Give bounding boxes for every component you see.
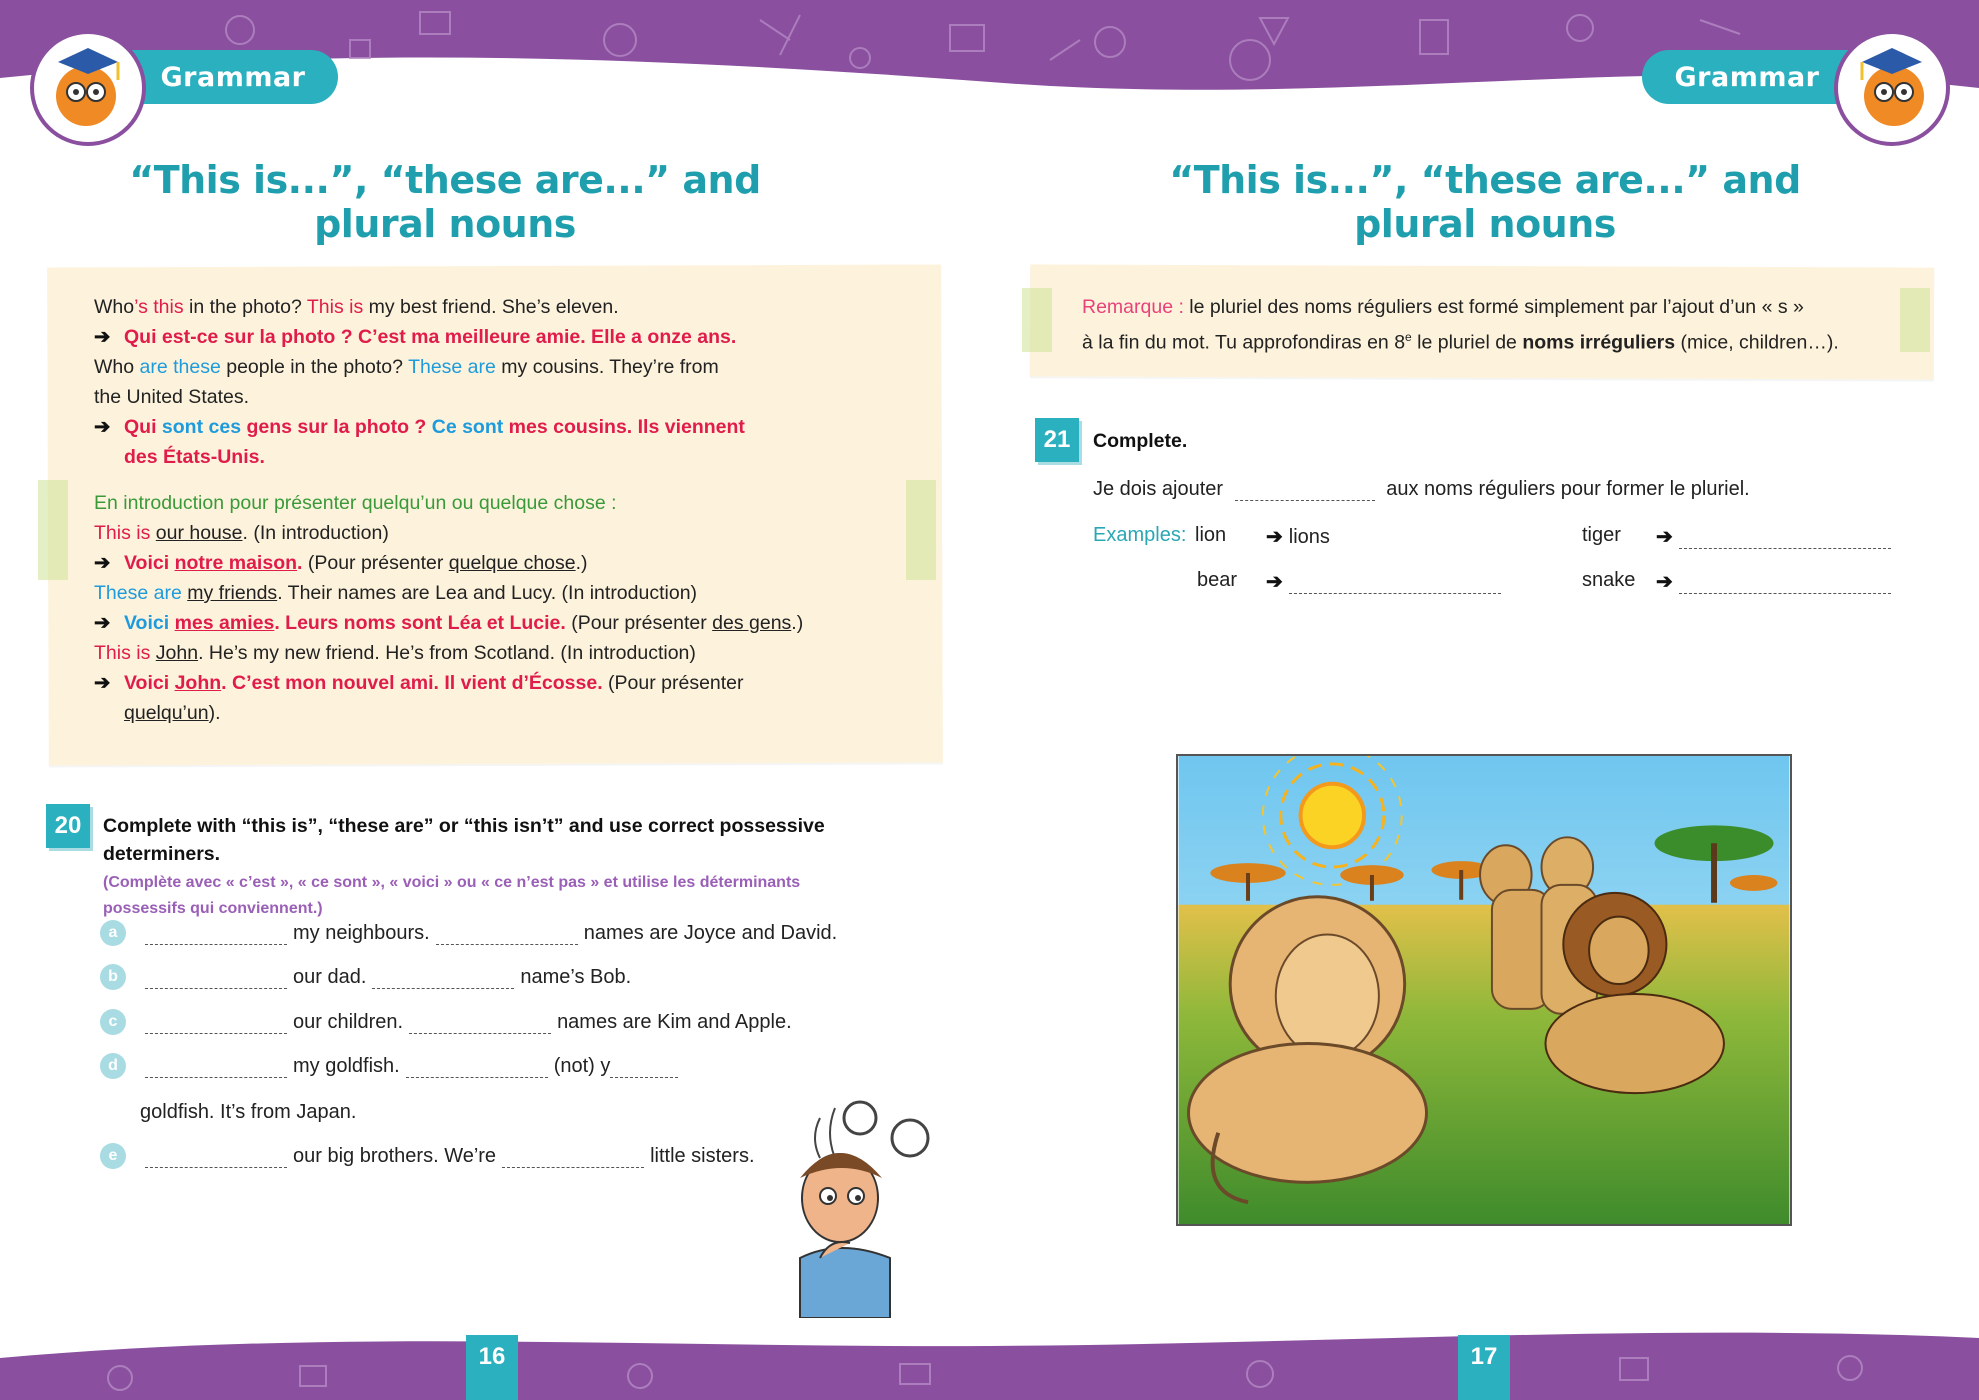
arrow-icon: ➔ — [1656, 526, 1673, 548]
item-letter-badge: c — [100, 1009, 126, 1035]
examples-row: Examples: — [1093, 524, 1187, 546]
item-letter-badge: d — [100, 1053, 126, 1079]
answer-blank[interactable] — [610, 1058, 678, 1078]
explanation-line: This is our house. (In introduction) — [94, 522, 389, 544]
explanation-line: the United States. — [94, 386, 250, 408]
exercise-number-20: 20 — [46, 804, 90, 848]
page-number-right: 17 — [1458, 1335, 1510, 1400]
example-pair-snake: snake — [1582, 569, 1636, 591]
item-letter-badge: b — [100, 964, 126, 990]
fox-mascot-icon — [28, 28, 148, 150]
page-number-left: 16 — [466, 1335, 518, 1400]
tape-decoration — [1022, 288, 1052, 352]
exercise-item-d-continuation: goldfish. It’s from Japan. — [140, 1100, 357, 1123]
explanation-line: Who are these people in the photo? These are my cousins. They’re from — [94, 356, 719, 378]
exercise-item-e: e our big brothers. We’re little sisters. — [103, 1141, 755, 1171]
explanation-line: This is John. He’s my new friend. He’s from Scotland. (In introduction) — [94, 642, 696, 664]
remark-line: Remarque : le pluriel des noms réguliers est formé simplement par l’ajout d’un « s » — [1082, 296, 1804, 318]
answer-blank[interactable] — [502, 1148, 644, 1168]
explanation-line: ➔ Qui sont ces gens sur la photo ? Ce sont mes cousins. Ils viennent — [94, 412, 803, 442]
explanation-line: ➔ Voici notre maison. (Pour présenter quelque chose.) — [94, 548, 803, 578]
answer-blank[interactable] — [1289, 574, 1501, 594]
exercise-20-title: Complete with “this is”, “these are” or “this isn’t” and use correct possessive determiners. — [103, 815, 825, 865]
answer-blank[interactable] — [1679, 529, 1891, 549]
grammar-tab-left: Grammar — [128, 50, 338, 104]
item-letter-badge: e — [100, 1143, 126, 1169]
example-pair-bear-answer — [1266, 569, 1507, 594]
exercise-item-c: c our children. names are Kim and Apple. — [103, 1007, 792, 1037]
example-pair-bear: bear — [1197, 569, 1238, 591]
page-title-left: “This is...”, “these are...” and plural nouns — [129, 158, 761, 246]
arrow-icon: ➔ — [94, 612, 111, 634]
exercise-item-b: b our dad. name’s Bob. — [103, 962, 631, 992]
answer-blank[interactable] — [145, 969, 287, 989]
thinking-boy-illustration — [760, 1078, 950, 1318]
grammar-tab-right: Grammar — [1642, 50, 1852, 104]
example-pair-lion: lion — [1195, 524, 1227, 546]
tape-decoration — [906, 480, 936, 580]
page-title-right: “This is...”, “these are...” and plural nouns — [1169, 158, 1801, 246]
explanation-line: ➔ Voici mes amies. Leurs noms sont Léa et Lucie. (Pour présenter des gens.) — [94, 608, 803, 638]
answer-blank[interactable] — [145, 925, 287, 945]
answer-blank[interactable] — [436, 925, 578, 945]
example-pair-tiger: tiger — [1582, 524, 1621, 546]
exercise-21-sentence: Je dois ajouter aux noms réguliers pour former le pluriel. — [1093, 478, 1750, 500]
tape-decoration — [38, 480, 68, 580]
exercise-20-hint: (Complète avec « c’est », « ce sont », « voici » ou « ce n’est pas » et utilise les déterminants possessifs qui conviennent.) — [103, 874, 801, 917]
exercise-item-a: a my neighbours. names are Joyce and David. — [103, 918, 837, 948]
lions-savanna-illustration — [1176, 754, 1792, 1226]
tape-decoration — [1900, 288, 1930, 352]
arrow-icon: ➔ — [94, 326, 111, 348]
arrow-icon: ➔ — [1266, 526, 1283, 548]
exercise-number-21: 21 — [1035, 418, 1079, 462]
explanation-line: des États-Unis. — [124, 446, 265, 468]
explanation-line: These are my friends. Their names are Lea and Lucy. (In introduction) — [94, 582, 698, 604]
explanation-line: En introduction pour présenter quelqu’un ou quelque chose : — [94, 492, 617, 514]
arrow-icon: ➔ — [94, 552, 111, 574]
item-letter-badge: a — [100, 920, 126, 946]
remark-line: à la fin du mot. Tu approfondiras en 8e le pluriel de noms irréguliers (mice, children…). — [1082, 330, 1839, 354]
grammar-explanation-text — [94, 292, 803, 728]
example-pair-snake-answer — [1656, 569, 1897, 594]
example-pair-tiger-answer — [1656, 524, 1897, 549]
explanation-line: ➔ Voici John. C’est mon nouvel ami. Il vient d’Écosse. (Pour présenter — [94, 668, 803, 698]
answer-blank[interactable] — [145, 1058, 287, 1078]
explanation-line: quelqu’un). — [124, 702, 221, 724]
answer-blank[interactable] — [145, 1148, 287, 1168]
answer-blank[interactable] — [1679, 574, 1891, 594]
answer-blank[interactable] — [372, 969, 514, 989]
answer-blank[interactable] — [145, 1014, 287, 1034]
arrow-icon: ➔ — [1656, 571, 1673, 593]
fox-mascot-icon — [1832, 28, 1952, 150]
exercise-21-title: Complete. — [1093, 430, 1188, 452]
remark-text — [1082, 292, 1839, 358]
answer-blank[interactable] — [1235, 481, 1375, 501]
arrow-icon: ➔ — [1266, 571, 1283, 593]
arrow-icon: ➔ — [94, 672, 111, 694]
answer-blank[interactable] — [409, 1014, 551, 1034]
answer-blank[interactable] — [406, 1058, 548, 1078]
explanation-line: Who’s this in the photo? This is my best friend. She’s eleven. — [94, 296, 619, 318]
example-pair-lion-answer: ➔ lions — [1266, 526, 1330, 548]
explanation-line: ➔ Qui est-ce sur la photo ? C’est ma meilleure amie. Elle a onze ans. — [94, 322, 803, 352]
exercise-item-d: d my goldfish. (not) y — [103, 1051, 684, 1081]
bottom-decorative-band — [0, 1318, 1979, 1400]
arrow-icon: ➔ — [94, 416, 111, 438]
